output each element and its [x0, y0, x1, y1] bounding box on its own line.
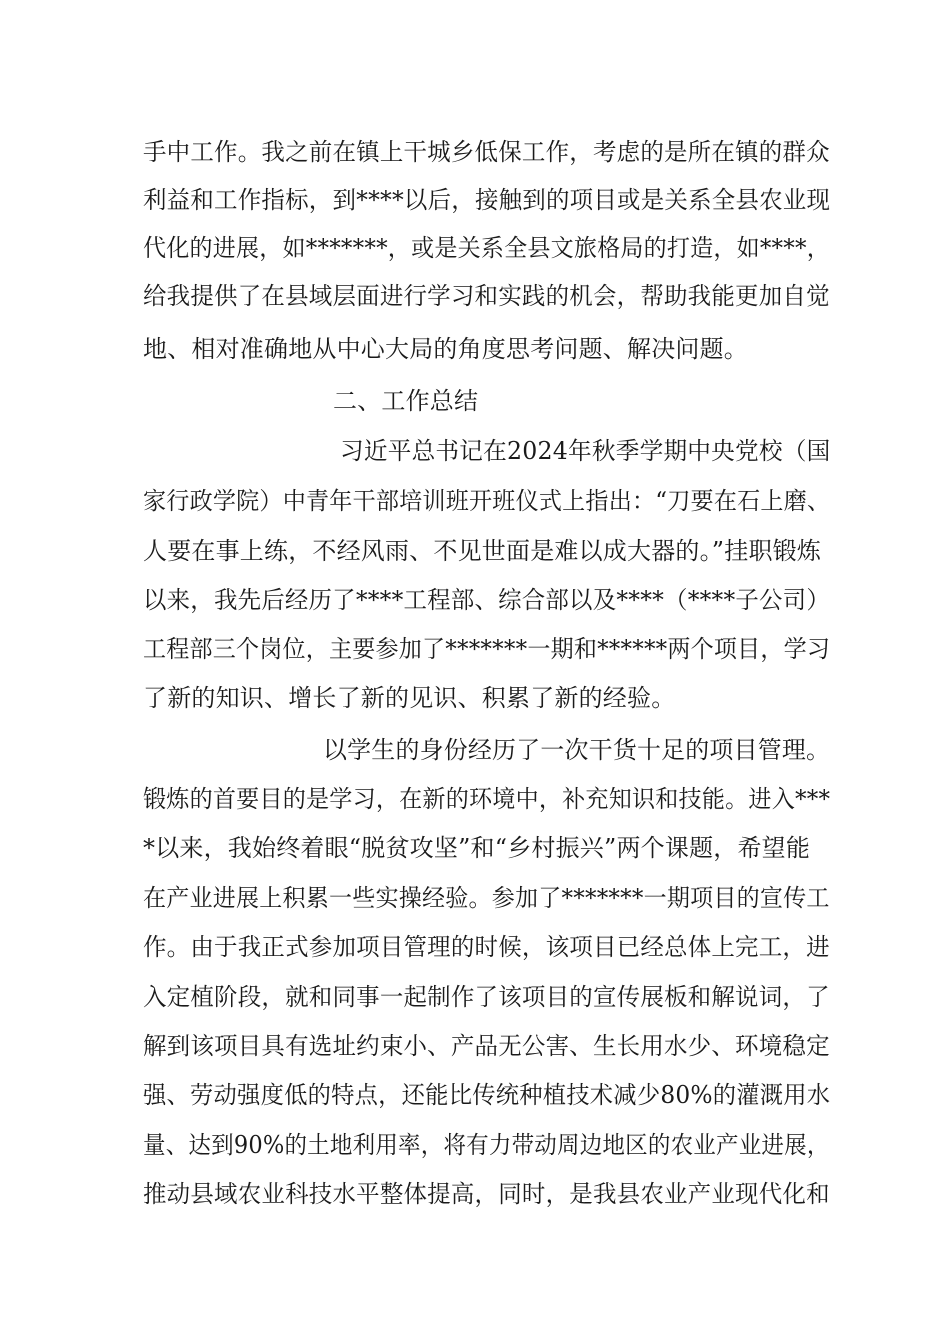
text-line: 以来，我先后经历了****工程部、综合部以及****（****子公司） — [143, 586, 830, 614]
text-line: 代化的进展，如*******，或是关系全县文旅格局的打造，如****， — [143, 234, 830, 262]
text-line: 强、劳动强度低的特点，还能比传统种植技术减少80%的灌溉用水 — [143, 1081, 831, 1109]
text-line: 入定植阶段，就和同事一起制作了该项目的宣传展板和解说词，了 — [143, 983, 830, 1011]
text-line: 利益和工作指标，到****以后，接触到的项目或是关系全县农业现 — [143, 186, 831, 214]
text-line: 作。由于我正式参加项目管理的时候，该项目已经总体上完工，进 — [143, 933, 830, 961]
text-line: 解到该项目具有选址约束小、产品无公害、生长用水少、环境稳定 — [143, 1032, 830, 1060]
section-heading: 二、工作总结 — [333, 387, 479, 415]
text-line: 工程部三个岗位，主要参加了*******一期和******两个项目，学习 — [143, 635, 831, 663]
text-line: 人要在事上练，不经风雨、不见世面是难以成大器的。”挂职锻炼 — [143, 537, 822, 565]
text-line: 地、相对准确地从中心大局的角度思考问题、解决问题。 — [143, 335, 748, 363]
text-line: *以来，我始终着眼“脱贫攻坚”和“乡村振兴”两个课题，希望能 — [143, 834, 811, 862]
text-line: 锻炼的首要目的是学习，在新的环境中，补充知识和技能。进入*** — [143, 785, 831, 813]
text-line: 以学生的身份经历了一次干货十足的项目管理。 — [323, 736, 831, 764]
text-line: 了新的知识、增长了新的见识、积累了新的经验。 — [143, 684, 676, 712]
text-line: 量、达到90%的土地利用率，将有力带动周边地区的农业产业进展， — [143, 1131, 830, 1159]
text-line: 推动县域农业科技水平整体提高，同时，是我县农业产业现代化和 — [143, 1180, 830, 1208]
text-line: 家行政学院）中青年干部培训班开班仪式上指出：“刀要在石上磨、 — [143, 487, 831, 515]
text-line: 在产业进展上积累一些实操经验。参加了*******一期项目的宣传工 — [143, 884, 830, 912]
text-line: 给我提供了在县域层面进行学习和实践的机会，帮助我能更加自觉 — [143, 282, 830, 310]
text-line: 手中工作。我之前在镇上干城乡低保工作，考虑的是所在镇的群众 — [143, 138, 830, 166]
text-line: 习近平总书记在2024年秋季学期中央党校（国 — [340, 437, 831, 465]
